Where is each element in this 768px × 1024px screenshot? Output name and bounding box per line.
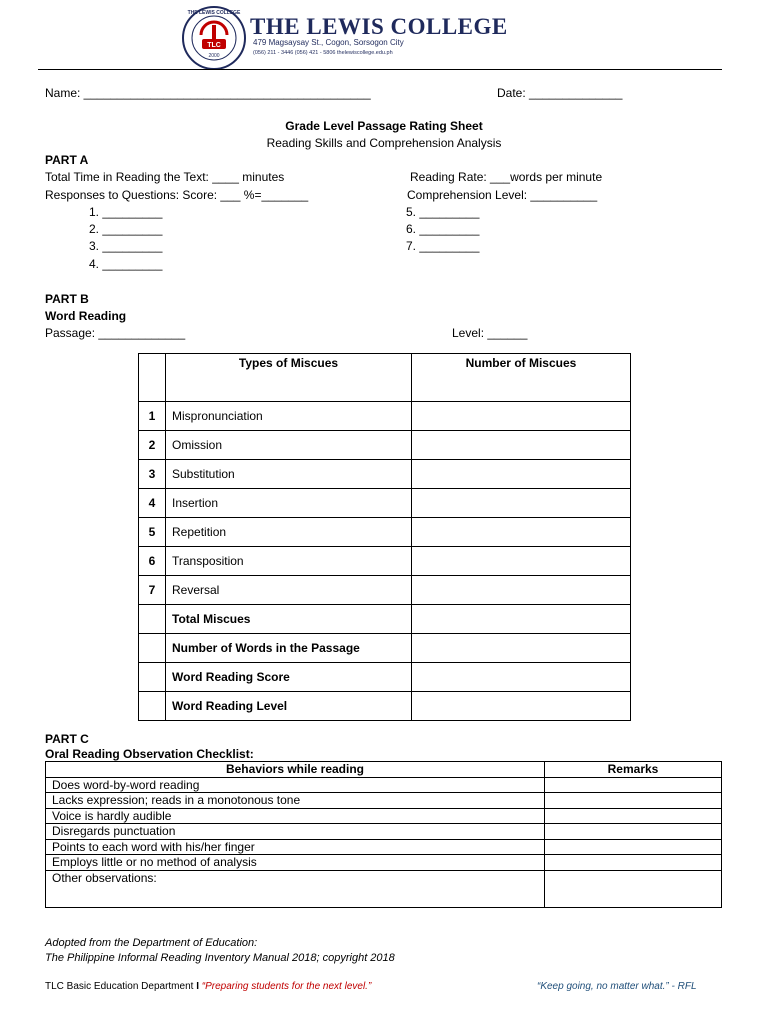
remarks-cell[interactable] <box>545 793 722 809</box>
miscue-type: Reversal <box>166 576 412 605</box>
behavior-label: Voice is hardly audible <box>46 808 545 824</box>
remarks-cell[interactable] <box>545 855 722 871</box>
passage-field[interactable]: Passage: _____________ <box>45 326 186 340</box>
remarks-cell[interactable] <box>545 824 722 840</box>
table-row <box>139 634 631 663</box>
miscue-count-cell[interactable] <box>412 489 631 518</box>
miscue-count-cell[interactable] <box>412 576 631 605</box>
responses-score-field[interactable]: Responses to Questions: Score: ___ %=_______ <box>45 188 309 202</box>
miscue-type: Mispronunciation <box>166 402 412 431</box>
table-row <box>46 793 722 809</box>
table-row <box>46 777 722 793</box>
miscue-type: Transposition <box>166 547 412 576</box>
behavior-label: Points to each word with his/her finger <box>46 839 545 855</box>
words-in-passage-label: Number of Words in the Passage <box>166 634 412 663</box>
date-field[interactable]: Date: ______________ <box>497 86 623 100</box>
college-seal-logo <box>181 5 247 71</box>
table-row <box>139 460 631 489</box>
footer-department: TLC Basic Education Department <box>45 981 194 992</box>
table-row <box>46 808 722 824</box>
miscues-table-header <box>139 354 631 402</box>
seal-ring-text: THE LEWIS COLLEGE <box>187 10 241 16</box>
answer-field-2[interactable]: 2. _________ <box>89 222 163 236</box>
source-line-1: Adopted from the Department of Education: <box>45 937 258 949</box>
table-row <box>46 824 722 840</box>
college-address: 479 Magsaysay St., Cogon, Sorsogon City <box>253 38 404 47</box>
total-miscues-label: Total Miscues <box>166 605 412 634</box>
college-name: THE LEWIS COLLEGE <box>250 14 508 39</box>
answer-field-4[interactable]: 4. _________ <box>89 257 163 271</box>
behavior-label: Employs little or no method of analysis <box>46 855 545 871</box>
footer-motto: “Preparing students for the next level.” <box>201 981 372 992</box>
row-number: 1 <box>139 402 166 431</box>
miscues-table <box>138 353 631 721</box>
miscue-count-cell[interactable] <box>412 431 631 460</box>
part-b-heading: PART B <box>45 292 89 306</box>
word-reading-level-label: Word Reading Level <box>166 692 412 721</box>
comprehension-level-field[interactable]: Comprehension Level: __________ <box>407 188 598 202</box>
reading-time-field[interactable]: Total Time in Reading the Text: ____ minutes <box>45 170 285 184</box>
source-line-2: The Philippine Informal Reading Inventory Manual 2018; copyright 2018 <box>45 952 395 964</box>
part-c-heading: PART C <box>45 732 89 746</box>
miscue-type: Substitution <box>166 460 412 489</box>
words-in-passage-cell[interactable] <box>412 634 631 663</box>
table-row <box>139 605 631 634</box>
header-divider <box>38 69 722 70</box>
miscue-count-cell[interactable] <box>412 547 631 576</box>
form-title: Grade Level Passage Rating Sheet <box>285 119 483 133</box>
checklist-heading: Oral Reading Observation Checklist: <box>45 747 254 761</box>
word-reading-score-cell[interactable] <box>412 663 631 692</box>
other-observations-field[interactable]: Other observations: <box>46 870 545 907</box>
part-a-heading: PART A <box>45 153 89 167</box>
footer-separator: I <box>196 981 199 992</box>
miscue-count-cell[interactable] <box>412 402 631 431</box>
remarks-cell[interactable] <box>545 808 722 824</box>
name-field[interactable]: Name: ___________________________________________ <box>45 86 371 100</box>
answer-field-3[interactable]: 3. _________ <box>89 239 163 253</box>
answer-field-7[interactable]: 7. _________ <box>406 239 480 253</box>
table-row <box>139 402 631 431</box>
checklist-header <box>46 762 722 778</box>
row-number: 6 <box>139 547 166 576</box>
table-row <box>139 576 631 605</box>
row-number: 5 <box>139 518 166 547</box>
row-number: 3 <box>139 460 166 489</box>
seal-year: 2000 <box>208 53 220 59</box>
table-row <box>139 518 631 547</box>
row-number: 2 <box>139 431 166 460</box>
row-number: 4 <box>139 489 166 518</box>
number-of-miscues-header: Number of Miscues <box>412 354 631 402</box>
word-reading-level-cell[interactable] <box>412 692 631 721</box>
table-row <box>46 855 722 871</box>
miscue-type: Repetition <box>166 518 412 547</box>
miscue-type: Omission <box>166 431 412 460</box>
form-subtitle: Reading Skills and Comprehension Analysis <box>266 136 502 150</box>
observation-checklist-table <box>45 761 722 908</box>
answer-field-6[interactable]: 6. _________ <box>406 222 480 236</box>
level-field[interactable]: Level: ______ <box>452 326 528 340</box>
miscue-type: Insertion <box>166 489 412 518</box>
total-miscues-cell[interactable] <box>412 605 631 634</box>
behavior-label: Disregards punctuation <box>46 824 545 840</box>
table-row <box>139 663 631 692</box>
seal-initials: TLC <box>207 42 221 49</box>
types-of-miscues-header: Types of Miscues <box>166 354 412 402</box>
remarks-cell[interactable] <box>545 777 722 793</box>
word-reading-heading: Word Reading <box>45 309 127 323</box>
miscues-num-header <box>139 354 166 402</box>
college-contact: (056) 211 - 3446 (056) 421 - 5806 thelewiscollege.edu.ph <box>253 50 393 56</box>
behavior-label: Lacks expression; reads in a monotonous tone <box>46 793 545 809</box>
table-row <box>139 489 631 518</box>
table-row <box>46 839 722 855</box>
miscue-count-cell[interactable] <box>412 460 631 489</box>
word-reading-score-label: Word Reading Score <box>166 663 412 692</box>
footer-left <box>45 981 371 992</box>
reading-rate-field[interactable]: Reading Rate: ___words per minute <box>410 170 603 184</box>
row-number: 7 <box>139 576 166 605</box>
table-row <box>139 431 631 460</box>
miscue-count-cell[interactable] <box>412 518 631 547</box>
behaviors-header: Behaviors while reading <box>46 762 545 778</box>
table-row <box>139 547 631 576</box>
behavior-label: Does word-by-word reading <box>46 777 545 793</box>
answer-field-5[interactable]: 5. _________ <box>406 205 480 219</box>
remarks-cell[interactable] <box>545 870 722 907</box>
remarks-header: Remarks <box>545 762 722 778</box>
answer-field-1[interactable]: 1. _________ <box>89 205 163 219</box>
footer-quote: “Keep going, no matter what.” - RFL <box>537 981 697 992</box>
table-row <box>46 870 722 907</box>
remarks-cell[interactable] <box>545 839 722 855</box>
table-row <box>139 692 631 721</box>
